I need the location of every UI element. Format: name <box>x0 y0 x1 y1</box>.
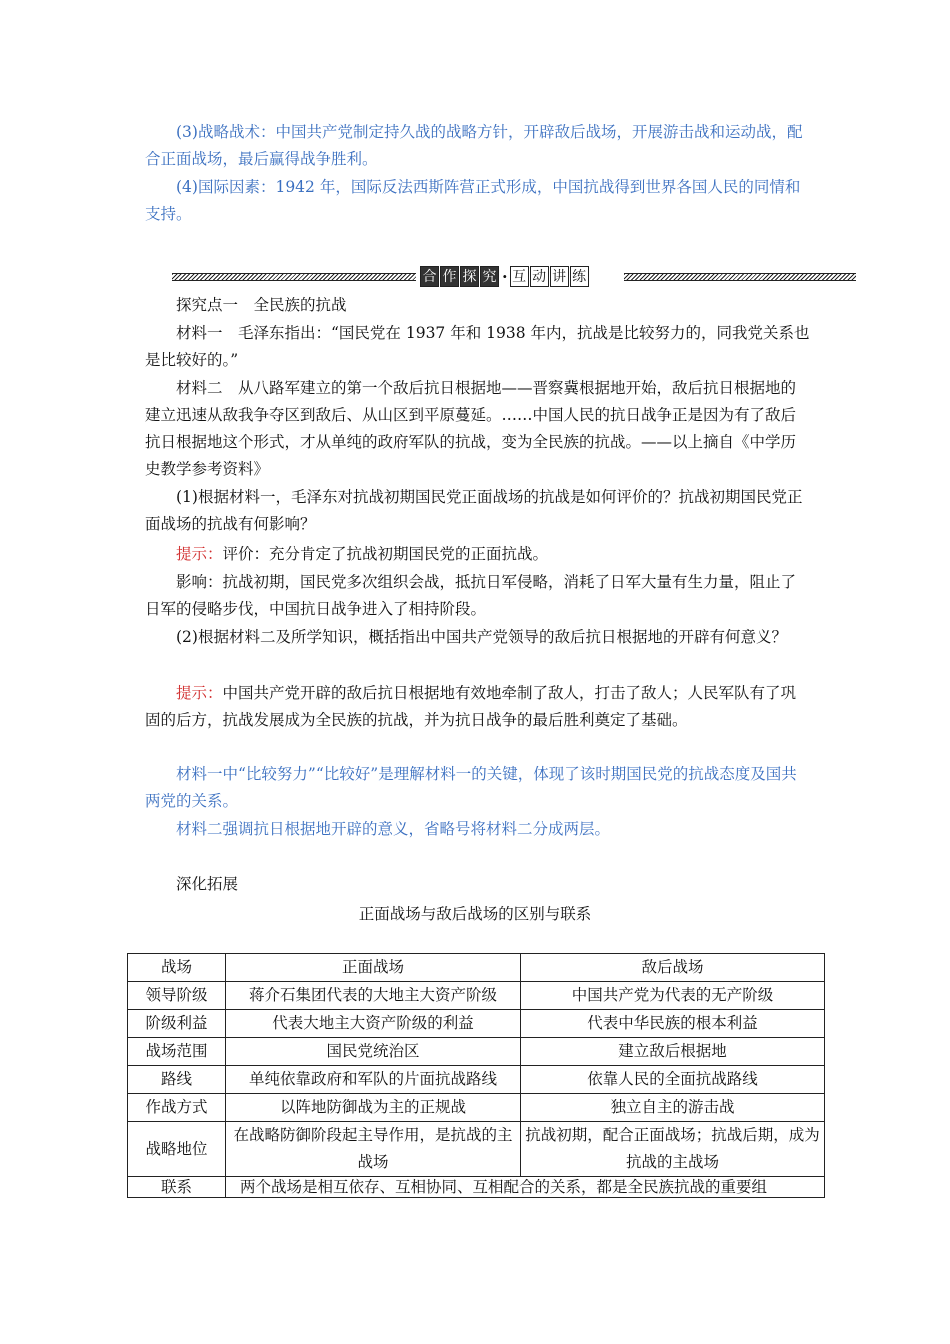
banner-hatch-left <box>172 273 416 281</box>
banner-title <box>420 263 590 289</box>
table-header-cell: 战场 <box>128 954 226 982</box>
table-cell: 以阵地防御战为主的正规战 <box>226 1094 521 1122</box>
table-cell: 两个战场是相互依存、互相协同、互相配合的关系，都是全民族抗战的重要组 <box>226 1177 825 1198</box>
banner-char: 动 <box>530 266 549 287</box>
paragraph-strategy: (3)战略战术：中国共产党制定持久战的战略方针，开辟敌后战场，开展游击战和运动战，配合正面战场，最后赢得战争胜利。 <box>145 123 803 168</box>
answer-text: 评价：充分肯定了抗战初期国民党的正面抗战。 <box>222 545 549 563</box>
banner-char: 作 <box>440 266 459 287</box>
answer-one-impact: 影响：抗战初期，国民党多次组织会战，抵抗日军侵略，消耗了日军大量有生力量，阻止了日军的侵略步伐，中国抗日战争进入了相持阶段。 <box>145 573 797 618</box>
material-one: 材料一 毛泽东指出：“国民党在 1937 年和 1938 年内，抗战是比较努力的，同我党关系也是比较好的。” <box>145 324 810 369</box>
banner-dot: · <box>502 266 508 286</box>
table-row <box>128 1177 825 1198</box>
table-header-cell: 敌后战场 <box>521 954 825 982</box>
question-one: (1)根据材料一，毛泽东对抗战初期国民党正面战场的抗战是如何评价的？抗战初期国民党正面战场的抗战有何影响？ <box>145 488 803 533</box>
table-cell: 蒋介石集团代表的大地主大资产阶级 <box>226 982 521 1010</box>
table-cell: 单纯依靠政府和军队的片面抗战路线 <box>226 1066 521 1094</box>
banner-char: 探 <box>460 266 479 287</box>
table-cell: 中国共产党为代表的无产阶级 <box>521 982 825 1010</box>
table-cell: 联系 <box>128 1177 226 1198</box>
banner-char: 互 <box>510 266 529 287</box>
table-cell: 路线 <box>128 1066 226 1094</box>
table-row <box>128 1122 825 1177</box>
banner-char: 合 <box>420 266 439 287</box>
section-banner <box>172 263 856 289</box>
answer-one-evaluation <box>145 541 810 568</box>
table-cell: 代表中华民族的根本利益 <box>521 1010 825 1038</box>
answer-two <box>145 680 810 734</box>
banner-hatch-right <box>624 273 856 281</box>
table-header-row <box>128 954 825 982</box>
table-row <box>128 1094 825 1122</box>
banner-char: 讲 <box>550 266 569 287</box>
table-cell: 在战略防御阶段起主导作用，是抗战的主战场 <box>226 1122 521 1177</box>
table-cell: 依靠人民的全面抗战路线 <box>521 1066 825 1094</box>
tip-two: 材料二强调抗日根据地开辟的意义，省略号将材料二分成两层。 <box>176 820 611 838</box>
table-cell: 建立敌后根据地 <box>521 1038 825 1066</box>
section-heading: 探究点一 全民族的抗战 <box>176 296 347 314</box>
table-title: 正面战场与敌后战场的区别与联系 <box>358 905 592 923</box>
question-two: (2)根据材料二及所学知识，概括指出中国共产党领导的敌后抗日根据地的开辟有何意义？ <box>176 628 787 646</box>
table-cell: 独立自主的游击战 <box>521 1094 825 1122</box>
table-row <box>128 982 825 1010</box>
paragraph-international: (4)国际因素：1942 年，国际反法西斯阵营正式形成，中国抗战得到世界各国人民的同情和支持。 <box>145 178 801 223</box>
table-cell: 作战方式 <box>128 1094 226 1122</box>
table-cell: 抗战初期，配合正面战场；抗战后期，成为抗战的主战场 <box>521 1122 825 1177</box>
comparison-table <box>127 953 825 1198</box>
material-two: 材料二 从八路军建立的第一个敌后抗日根据地——晋察冀根据地开始，敌后抗日根据地的建立迅速从敌我争夺区到敌后、从山区到平原蔓延。……中国人民的抗日战争正是因为有了敌后抗日根据地这个形式，才从单纯的政府军队的抗战，变为全民族的抗战。——以上摘自《中学历史教学参考资料》 <box>145 379 797 478</box>
table-row <box>128 1010 825 1038</box>
banner-char: 究 <box>480 266 499 287</box>
extension-label: 深化拓展 <box>176 875 239 893</box>
table-cell: 领导阶级 <box>128 982 226 1010</box>
tip-one: 材料一中“比较努力”“比较好”是理解材料一的关键，体现了该时期国民党的抗战态度及国共两党的关系。 <box>145 765 797 810</box>
table-cell: 代表大地主大资产阶级的利益 <box>226 1010 521 1038</box>
banner-char: 练 <box>570 266 589 287</box>
table-cell: 战场范围 <box>128 1038 226 1066</box>
table-row <box>128 1038 825 1066</box>
table-cell: 战略地位 <box>128 1122 226 1177</box>
hint-label: 提示： <box>176 545 223 563</box>
table-cell: 国民党统治区 <box>226 1038 521 1066</box>
table-row <box>128 1066 825 1094</box>
answer-text: 中国共产党开辟的敌后抗日根据地有效地牵制了敌人，打击了敌人；人民军队有了巩固的后方，抗战发展成为全民族的抗战，并为抗日战争的最后胜利奠定了基础。 <box>145 684 797 729</box>
table-cell: 阶级利益 <box>128 1010 226 1038</box>
table-header-cell: 正面战场 <box>226 954 521 982</box>
hint-label: 提示： <box>176 684 223 702</box>
